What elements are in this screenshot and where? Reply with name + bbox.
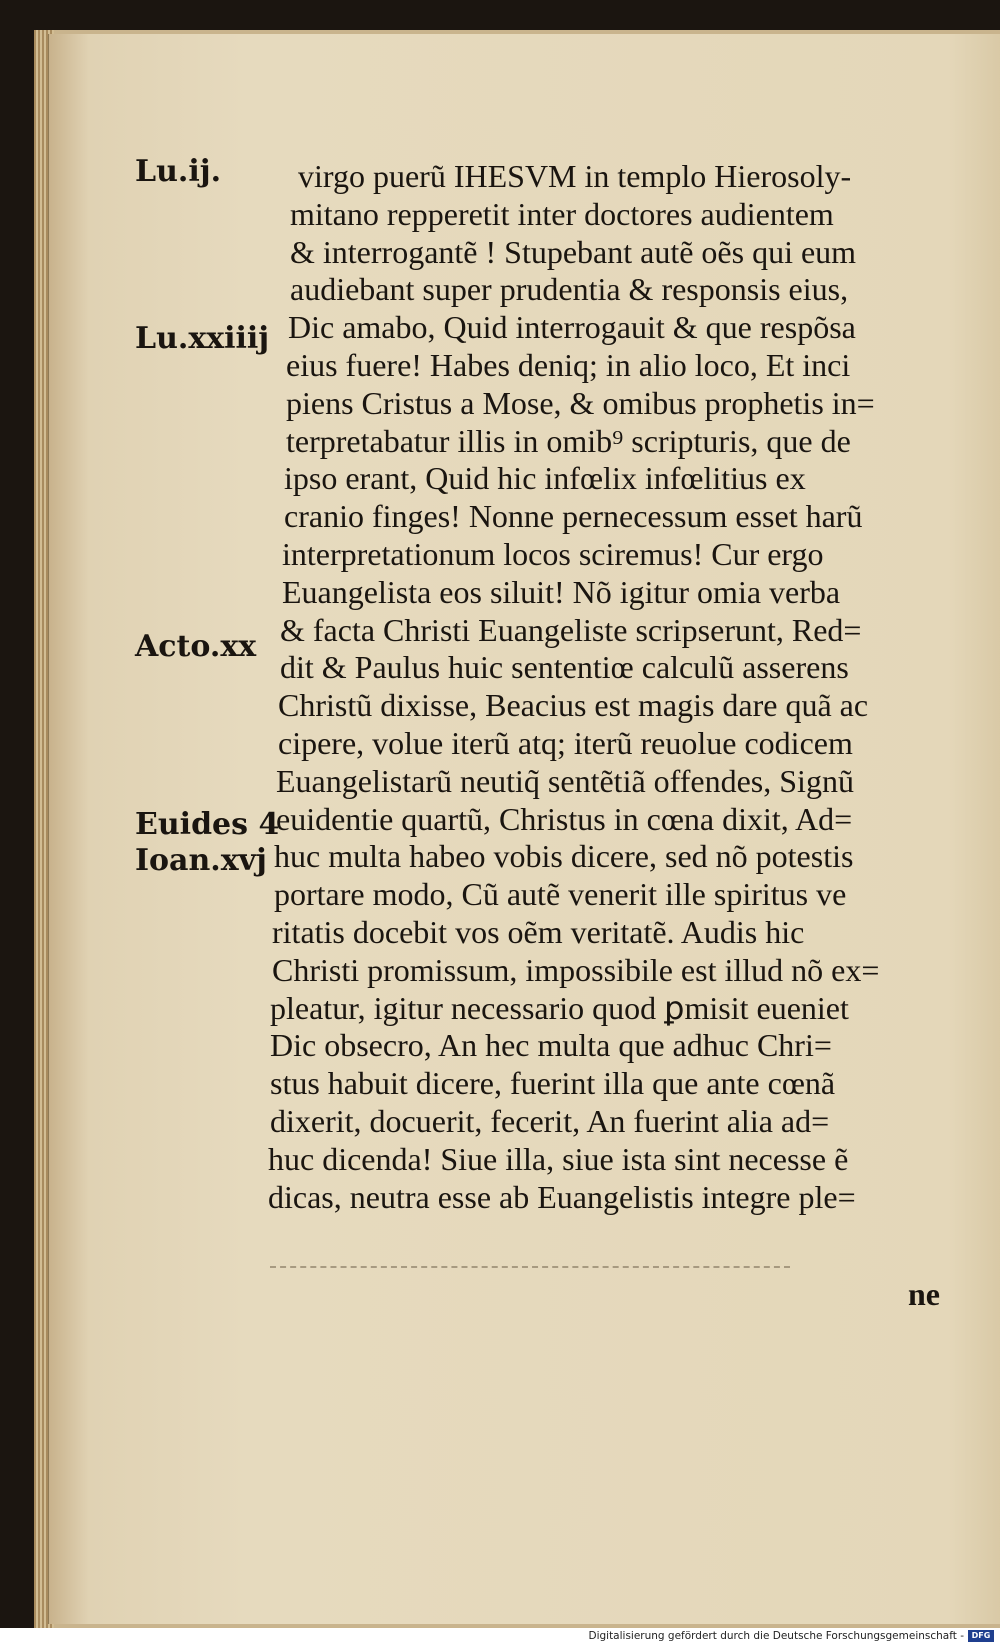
text-line: cipere, volue iterũ atq; iterũ reuolue codicem	[278, 724, 853, 761]
text-line: dicas, neutra esse ab Euangelistis integre ple=	[268, 1178, 856, 1215]
catchword: ne	[908, 1276, 940, 1312]
footer-bar	[0, 1628, 1000, 1644]
text-line: ritatis docebit vos oẽm veritatẽ. Audis hic	[272, 913, 805, 950]
text-line: pleatur, igitur necessario quod ꝑmisit eueniet	[270, 989, 849, 1026]
text-line: eius fuere! Habes deniq; in alio loco, Et inci	[286, 346, 851, 383]
text-line: & facta Christi Euangeliste scripserunt, Red=	[280, 611, 862, 648]
text-line: audiebant super prudentia & responsis eius,	[290, 271, 849, 308]
footer-credit: Digitalisierung gefördert durch die Deutsche Forschungsgemeinschaft -	[588, 1630, 964, 1642]
text-line: stus habuit dicere, fuerint illa que ante cœnã	[270, 1065, 836, 1102]
text-line: Euangelistarũ neutiq̃ sentẽtiã offendes, Signũ	[276, 762, 854, 799]
text-line: dixerit, docuerit, fecerit, An fuerint alia ad=	[270, 1102, 830, 1139]
text-line: huc dicenda! Siue illa, siue ista sint necesse ẽ	[268, 1140, 849, 1177]
text-line: Christi promissum, impossibile est illud nõ ex=	[272, 951, 880, 988]
underline-mark	[270, 1266, 790, 1268]
margin-note-lu-ij: Lu.ij.	[135, 154, 222, 189]
text-line: ipso erant, Quid hic infœlix infœlitius ex	[284, 460, 806, 497]
text-line: virgo puerũ IHESVM in templo Hierosoly-	[298, 158, 852, 194]
text-line: mitano repperetit inter doctores audientem	[290, 195, 834, 232]
dfg-logo: DFG	[968, 1630, 994, 1642]
text-line: Dic amabo, Quid interrogauit & que respõsa	[288, 309, 856, 346]
text-line: euidentie quartũ, Christus in cœna dixit, Ad=	[276, 800, 853, 837]
text-line: Euangelista eos siluit! Nõ igitur omia verba	[282, 573, 841, 610]
margin-note-ioan-xvj: Ioan.xvj	[135, 843, 267, 878]
text-line: dit & Paulus huic sententiœ calculũ asserens	[280, 649, 849, 686]
margin-note-acto-xx: Acto.xx	[135, 629, 257, 664]
text-line: portare modo, Cũ autẽ venerit ille spiritus ve	[274, 876, 847, 913]
text-line: interpretationum locos sciremus! Cur ergo	[282, 535, 824, 572]
text-line: piens Cristus a Mose, & omibus prophetis in=	[286, 384, 875, 421]
margin-note-euides: Euides 4	[135, 807, 280, 842]
text-line: terpretabatur illis in omib⁹ scripturis, que de	[286, 422, 851, 459]
text-line: cranio finges! Nonne pernecessum esset harũ	[284, 498, 863, 535]
text-line: & interrogantẽ ! Stupebant autẽ oẽs qui eum	[290, 233, 857, 270]
text-line: huc multa habeo vobis dicere, sed nõ potestis	[274, 838, 854, 875]
body-text	[268, 158, 983, 1216]
text-line: Dic obsecro, An hec multa que adhuc Chri=	[270, 1027, 832, 1064]
margin-note-lu-xxiiij: Lu.xxiiij	[135, 321, 270, 356]
text-line: Christũ dixisse, Beacius est magis dare quã ac	[278, 687, 869, 724]
